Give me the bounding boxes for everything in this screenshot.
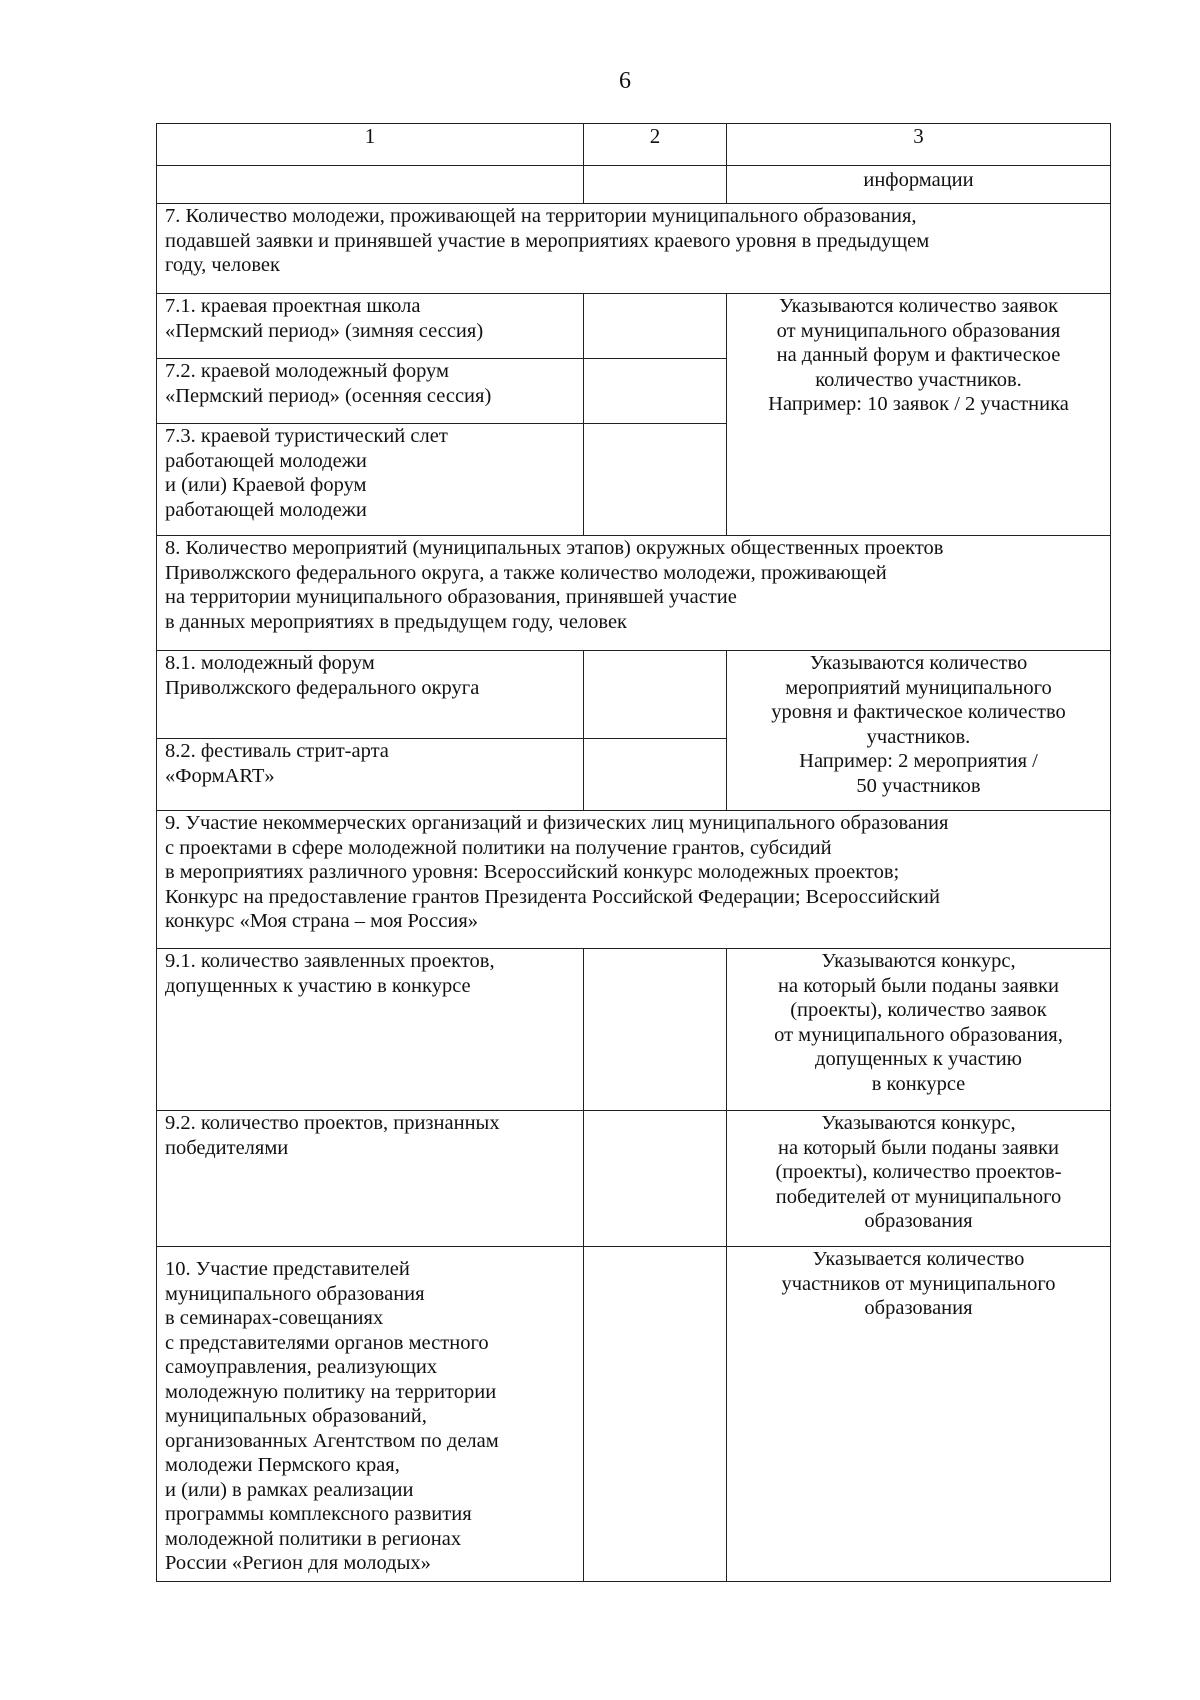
row-9-1-value — [584, 949, 727, 1111]
row-9-2-value — [584, 1111, 727, 1247]
row-10-note: Указывается количество участников от муниципального образования — [727, 1247, 1111, 1582]
row-8-2-value — [584, 739, 727, 811]
page-number: 6 — [619, 68, 631, 94]
section-9-title-row — [157, 811, 1111, 949]
table-row — [157, 294, 1111, 359]
row-10-label: 10. Участие представителей муниципального образования в семинарах-совещаниях с представителями органов местного самоуправления, реализующих молодежную политику на территории муниципальных образований, организованных Агентством по делам молодежи Пермского края, и (или) в рамках реализации программы комплексного развития молодежной политики в регионах России «Регион для молодых» — [157, 1247, 584, 1582]
row-7-3-value — [584, 424, 727, 536]
continuation-col1 — [157, 166, 584, 204]
table-row — [157, 1111, 1111, 1247]
row-7-2-label: 7.2. краевой молодежный форум «Пермский период» (осенняя сессия) — [157, 359, 584, 424]
section-8-title-row — [157, 536, 1111, 651]
continuation-row — [157, 166, 1111, 204]
column-header-1: 1 — [157, 124, 584, 166]
indicators-table — [156, 123, 1111, 1582]
table-row — [157, 1247, 1111, 1582]
row-9-2-note: Указываются конкурс, на который были поданы заявки (проекты), количество проектов- победителей от муниципального образования — [727, 1111, 1111, 1247]
row-8-1-value — [584, 651, 727, 739]
section-7-note: Указываются количество заявок от муниципального образования на данный форум и фактическое количество участников. Например: 10 заявок / 2 участника — [727, 294, 1111, 536]
row-9-1-label: 9.1. количество заявленных проектов, допущенных к участию в конкурсе — [157, 949, 584, 1111]
row-8-1-label: 8.1. молодежный форум Приволжского федерального округа — [157, 651, 584, 739]
section-8-note: Указываются количество мероприятий муниципального уровня и фактическое количество участников. Например: 2 мероприятия / 50 участников — [727, 651, 1111, 811]
section-8-title: 8. Количество мероприятий (муниципальных этапов) окружных общественных проектов Приволжского федерального округа, а также количество молодежи, проживающей на территории муниципального образования, принявшей участие в данных мероприятиях в предыдущем году, человек — [157, 536, 1111, 651]
row-9-1-note: Указываются конкурс, на который были поданы заявки (проекты), количество заявок от муниципального образования, допущенных к участию в конкурсе — [727, 949, 1111, 1111]
row-10-value — [584, 1247, 727, 1582]
section-7-title-row — [157, 204, 1111, 294]
table-row — [157, 651, 1111, 739]
continuation-col2 — [584, 166, 727, 204]
column-header-3: 3 — [727, 124, 1111, 166]
row-7-3-label: 7.3. краевой туристический слет работающей молодежи и (или) Краевой форум работающей молодежи — [157, 424, 584, 536]
table-header-row — [157, 124, 1111, 166]
section-7-title: 7. Количество молодежи, проживающей на территории муниципального образования, подавшей заявки и принявшей участие в мероприятиях краевого уровня в предыдущем году, человек — [157, 204, 1111, 294]
table-row — [157, 949, 1111, 1111]
row-9-2-label: 9.2. количество проектов, признанных победителями — [157, 1111, 584, 1247]
row-7-1-label: 7.1. краевая проектная школа «Пермский период» (зимняя сессия) — [157, 294, 584, 359]
row-7-1-value — [584, 294, 727, 359]
column-header-2: 2 — [584, 124, 727, 166]
row-7-2-value — [584, 359, 727, 424]
continuation-col3: информации — [727, 166, 1111, 204]
section-9-title: 9. Участие некоммерческих организаций и физических лиц муниципального образования с проектами в сфере молодежной политики на получение грантов, субсидий в мероприятиях различного уровня: Всероссийский конкурс молодежных проектов; Конкурс на предоставление грантов Президента Российской Федерации; Всероссийский конкурс «Моя страна – моя Россия» — [157, 811, 1111, 949]
row-8-2-label: 8.2. фестиваль стрит-арта «ФормART» — [157, 739, 584, 811]
